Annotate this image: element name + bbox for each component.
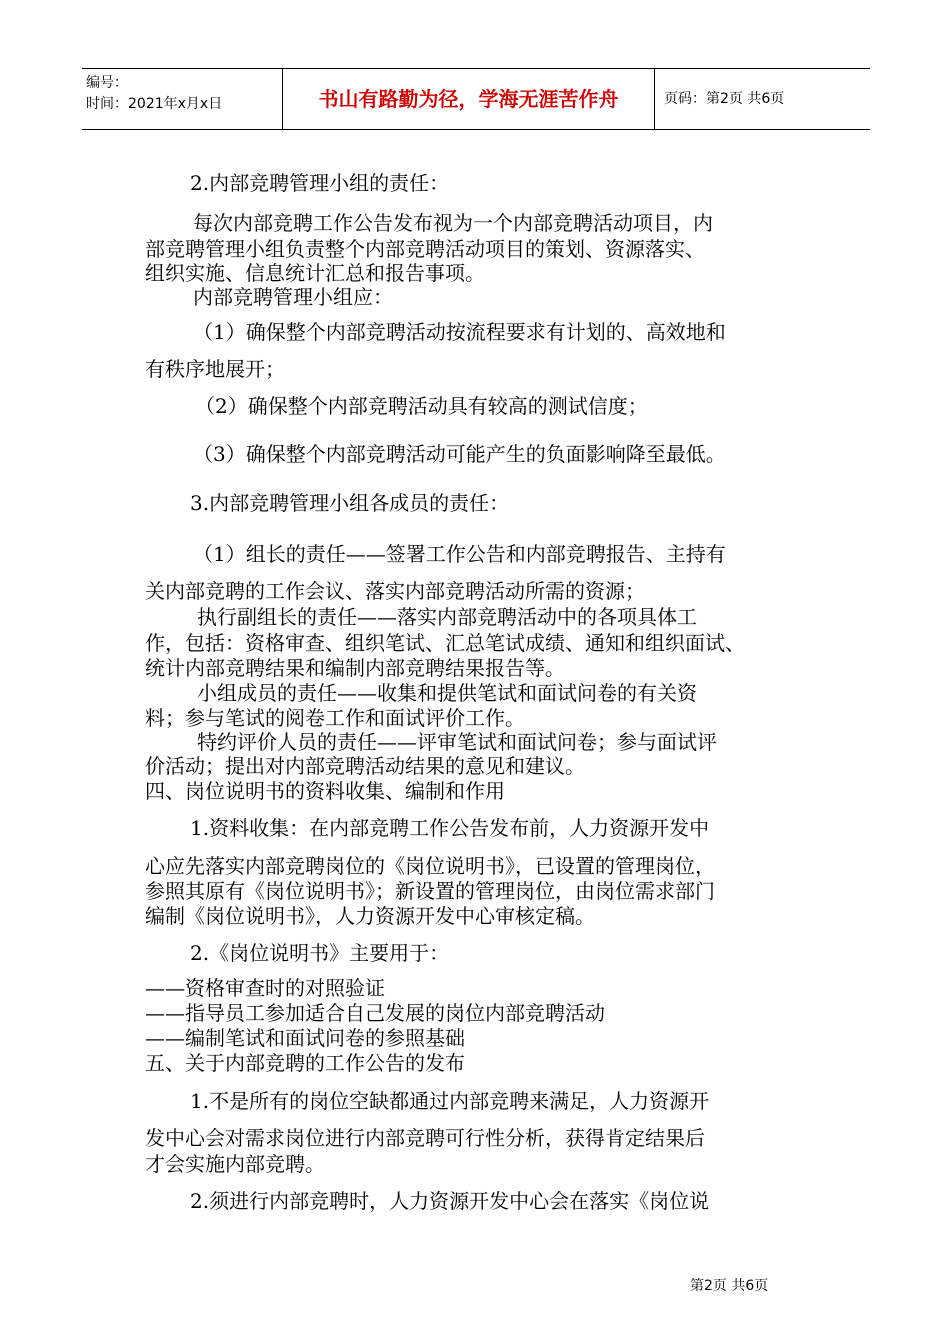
- paragraph-line: 才会实施内部竞聘。: [145, 1152, 325, 1176]
- section-heading: 2.内部竞聘管理小组的责任：: [190, 171, 450, 195]
- paragraph-line: 1.资料收集：在内部竞聘工作公告发布前，人力资源开发中: [190, 816, 710, 840]
- list-item-line: （1）组长的责任——签署工作公告和内部竞聘报告、主持有: [193, 542, 726, 566]
- list-item-line: 关内部竞聘的工作会议、落实内部竞聘活动所需的资源；: [145, 579, 645, 603]
- list-item-line: （3）确保整个内部竞聘活动可能产生的负面影响降至最低。: [193, 442, 726, 466]
- paragraph-line: 每次内部竞聘工作公告发布视为一个内部竞聘活动项目，内: [193, 211, 713, 235]
- paragraph-line: 执行副组长的责任——落实内部竞聘活动中的各项具体工: [197, 605, 697, 629]
- paragraph-line: 小组成员的责任——收集和提供笔试和面试问卷的有关资: [197, 681, 697, 705]
- header-meta: [86, 73, 222, 115]
- paragraph-line: 编制《岗位说明书》，人力资源开发中心审核定稿。: [145, 904, 595, 928]
- paragraph-line: 部竞聘管理小组负责整个内部竞聘活动项目的策划、资源落实、: [145, 237, 705, 261]
- list-item-line: （2）确保整个内部竞聘活动具有较高的测试信度；: [195, 394, 648, 418]
- paragraph-line: 特约评价人员的责任——评审笔试和面试问卷；参与面试评: [197, 730, 717, 754]
- paragraph-line: 料；参与笔试的阅卷工作和面试评价工作。: [145, 706, 525, 730]
- page-header: [82, 68, 870, 130]
- list-item-line: ——指导员工参加适合自己发展的岗位内部竞聘活动: [145, 1001, 605, 1025]
- list-item-line: ——编制笔试和面试问卷的参照基础: [145, 1026, 465, 1050]
- paragraph-line: 统计内部竞聘结果和编制内部竞聘结果报告等。: [145, 656, 565, 680]
- paragraph-line: 组织实施、信息统计汇总和报告事项。: [145, 261, 485, 285]
- header-motto: 书山有路勤为径，学海无涯苦作舟: [318, 87, 619, 111]
- paragraph-line: 参照其原有《岗位说明书》；新设置的管理岗位，由岗位需求部门: [145, 879, 715, 903]
- page-footer-number: 第2页 共6页: [690, 1278, 769, 1294]
- paragraph-line: 价活动；提出对内部竞聘活动结果的意见和建议。: [145, 754, 585, 778]
- header-page-number: 页码：第2页 共6页: [664, 91, 785, 107]
- paragraph-line: 发中心会对需求岗位进行内部竞聘可行性分析，获得肯定结果后: [145, 1126, 705, 1150]
- section-heading: 四、岗位说明书的资料收集、编制和作用: [145, 779, 505, 803]
- list-item-line: （1）确保整个内部竞聘活动按流程要求有计划的、高效地和: [193, 320, 726, 344]
- section-heading: 2.《岗位说明书》主要用于：: [190, 941, 450, 965]
- list-item-line: 有秩序地展开；: [145, 357, 285, 381]
- paragraph-line: 1.不是所有的岗位空缺都通过内部竞聘来满足，人力资源开: [190, 1089, 710, 1113]
- header-divider: [654, 69, 655, 129]
- document-date-label: 时间：2021年x月x日: [86, 96, 223, 112]
- paragraph-line: 作，包括：资格审查、组织笔试、汇总笔试成绩、通知和组织面试、: [145, 631, 745, 655]
- section-heading: 五、关于内部竞聘的工作公告的发布: [145, 1051, 465, 1075]
- paragraph-line: 内部竞聘管理小组应：: [193, 285, 393, 309]
- list-item-line: ——资格审查时的对照验证: [145, 976, 385, 1000]
- document-number-label: 编号：: [86, 75, 128, 91]
- paragraph-line: 2.须进行内部竞聘时，人力资源开发中心会在落实《岗位说: [190, 1189, 710, 1213]
- paragraph-line: 心应先落实内部竞聘岗位的《岗位说明书》，已设置的管理岗位，: [145, 854, 715, 878]
- section-heading: 3.内部竞聘管理小组各成员的责任：: [190, 491, 510, 515]
